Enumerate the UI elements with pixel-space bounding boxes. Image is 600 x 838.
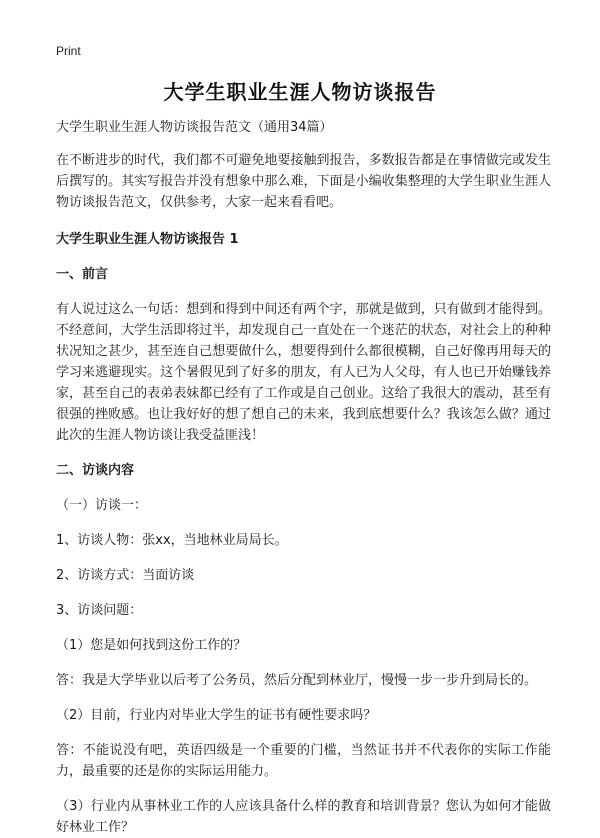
section-heading-preface: 一、前言 — [56, 267, 109, 282]
question-1: （1）您是如何找到这份工作的？ — [56, 638, 247, 653]
document-body — [56, 117, 551, 838]
intro-paragraph: 在不断进步的时代，我们都不可避免地要接触到报告，多数报告都是在事情做完或发生后撰写的。其实写报告并没有想象中那么难，下面是小编收集整理的大学生职业生涯人物访谈报告范文，仅供参考，大家一起来看看吧。 — [56, 153, 551, 210]
interviewee-item: 1、访谈人物：张xx，当地林业局局长。 — [56, 533, 288, 548]
answer-1: 答：我是大学毕业以后考了公务员，然后分配到林业厅，慢慢一步一步升到局长的。 — [56, 673, 538, 688]
print-link[interactable]: Print — [56, 44, 81, 58]
section-heading-interview: 二、访谈内容 — [56, 463, 135, 478]
question-3: （3）行业内从事林业工作的人应该具备什么样的教育和培训背景？您认为如何才能做好林业工作？ — [56, 799, 551, 835]
question-2: （2）目前，行业内对毕业大学生的证书有硬性要求吗？ — [56, 708, 377, 723]
interview-one-label: （一）访谈一： — [56, 498, 148, 513]
interview-questions-item: 3、访谈问题： — [56, 603, 143, 618]
report-heading: 大学生职业生涯人物访谈报告 1 — [56, 232, 239, 247]
answer-2: 答：不能说没有吧，英语四级是一个重要的门槛，当然证书并不代表你的实际工作能力，最重要的还是你的实际运用能力。 — [56, 743, 551, 779]
page-title: 大学生职业生涯人物访谈报告 — [163, 80, 437, 104]
interview-method-item: 2、访谈方式：当面访谈 — [56, 568, 195, 583]
document-subtitle: 大学生职业生涯人物访谈报告范文（通用34篇） — [56, 120, 333, 135]
preface-paragraph: 有人说过这么一句话：想到和得到中间还有两个字，那就是做到，只有做到才能得到。不经意间，大学生活即将过半，却发现自己一直处在一个迷茫的状态，对社会上的种种状况知之甚少，甚至连自己想要做什么，想要得到什么都很模糊，自己好像再用每天的学习来逃避现实。这个暑假见到了好多的朋友，有人已为人父母，有人也已开始赚钱养家，甚至自己的表弟表妹都已经有了工作或是自己创业。这给了我很大的震动，甚至有很强的挫败感。也让我好好的想了想自己的未来，我到底想要什么？我该怎么做？通过此次的生涯人物访谈让我受益匪浅！ — [56, 302, 551, 443]
